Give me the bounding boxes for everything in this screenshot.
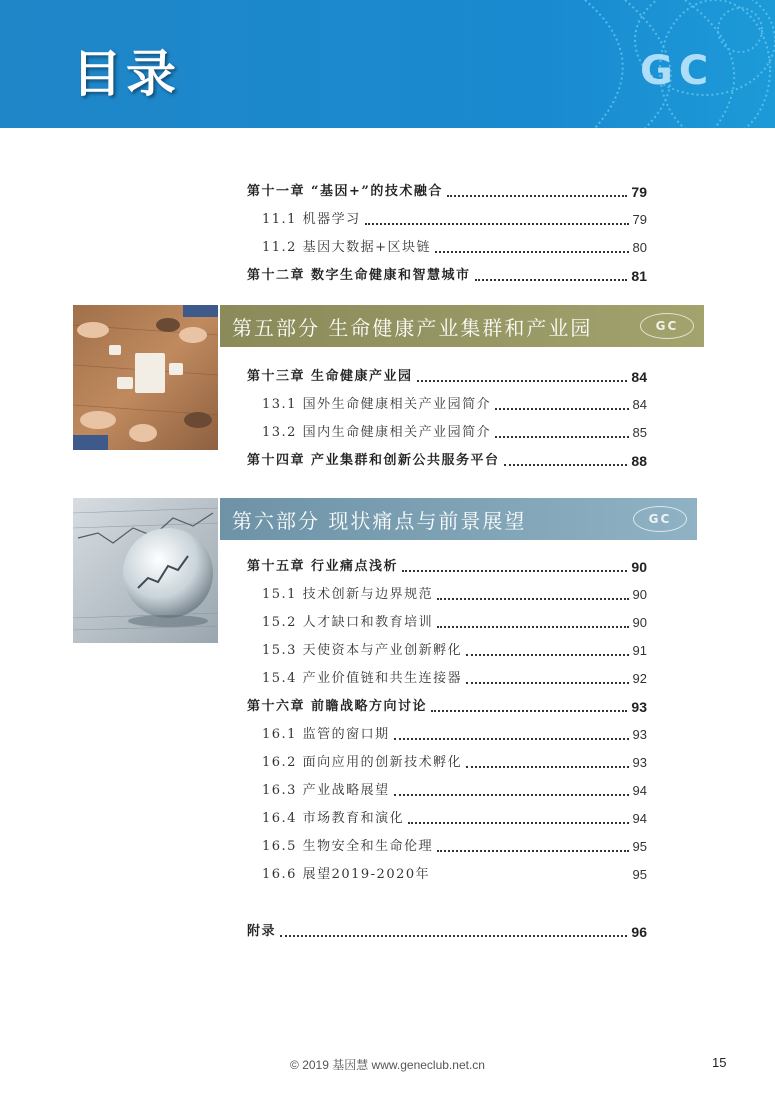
toc-label: 15.1 技术创新与边界规范 — [262, 587, 434, 602]
dot-leader — [437, 850, 628, 852]
toc-label: 13.1 国外生命健康相关产业园简介 — [262, 397, 492, 412]
dot-leader — [435, 251, 629, 253]
footer-copyright: © 2019 基因慧 www.geneclub.net.cn — [290, 1058, 485, 1072]
toc-page-number: 79 — [632, 212, 647, 227]
dot-leader — [437, 626, 628, 628]
toc-page-number: 93 — [631, 699, 647, 715]
dot-leader — [466, 654, 628, 656]
toc-label: 16.2 面向应用的创新技术孵化 — [262, 755, 463, 770]
toc-label: 16.4 市场教育和演化 — [262, 811, 405, 826]
crystal-ball-chart-photo — [73, 498, 218, 643]
toc-page-number: 80 — [632, 240, 647, 255]
toc-label: 第十五章 行业痛点浅析 — [247, 559, 399, 574]
toc-label: 第十一章 “基因+”的技术融合 — [247, 184, 443, 199]
toc-page-number: 92 — [632, 671, 647, 686]
part-five-title: 第五部分 生命健康产业集群和产业园 — [232, 315, 593, 340]
toc-section-16-4[interactable] — [262, 806, 647, 828]
toc-chapter-16[interactable] — [247, 694, 647, 716]
dot-leader — [365, 223, 629, 225]
toc-chapter-15[interactable] — [247, 554, 647, 576]
dot-leader — [466, 766, 628, 768]
puzzle-teamwork-photo — [73, 305, 218, 450]
toc-page-number: 91 — [632, 643, 647, 658]
toc-section-16-5[interactable] — [262, 834, 647, 856]
toc-page-number: 94 — [632, 783, 647, 798]
toc-section-13-1[interactable] — [262, 392, 647, 414]
dot-leader — [437, 598, 628, 600]
toc-section-11-1[interactable] — [262, 207, 647, 229]
toc-label: 15.2 人才缺口和教育培训 — [262, 615, 434, 630]
dot-leader — [408, 822, 628, 824]
toc-page-number: 94 — [632, 811, 647, 826]
toc-page-number: 88 — [631, 453, 647, 469]
toc-chapter-12[interactable] — [247, 263, 647, 285]
toc-label: 附录 — [247, 924, 277, 939]
toc-label: 11.1 机器学习 — [262, 212, 361, 227]
toc-section-16-1[interactable] — [262, 722, 647, 744]
toc-label: 第十三章 生命健康产业园 — [247, 369, 413, 384]
toc-label: 16.5 生物安全和生命伦理 — [262, 839, 434, 854]
toc-section-16-2[interactable] — [262, 750, 647, 772]
dot-leader — [475, 279, 628, 281]
dot-leader — [495, 408, 628, 410]
toc-page-number: 90 — [632, 615, 647, 630]
toc-chapter-14[interactable] — [247, 448, 647, 470]
toc-label: 16.6 展望2019-2020年 — [262, 867, 431, 882]
footer-page-number: 15 — [712, 1055, 727, 1070]
toc-appendix[interactable] — [247, 919, 647, 941]
toc-section-15-2[interactable] — [262, 610, 647, 632]
toc-chapter-13[interactable] — [247, 364, 647, 386]
dot-leader — [504, 464, 628, 466]
dot-leader — [280, 935, 627, 937]
toc-page-number: 95 — [632, 839, 647, 854]
part-six-banner — [220, 498, 697, 540]
toc-label: 第十六章 前瞻战略方向讨论 — [247, 699, 428, 714]
toc-page-number: 85 — [632, 425, 647, 440]
dot-leader — [495, 436, 628, 438]
toc-page-number: 84 — [631, 369, 647, 385]
toc-section-15-1[interactable] — [262, 582, 647, 604]
dot-leader — [434, 878, 628, 880]
toc-page-number: 81 — [631, 268, 647, 284]
toc-page-number: 79 — [631, 184, 647, 200]
toc-section-16-3[interactable] — [262, 778, 647, 800]
toc-page-number: 84 — [632, 397, 647, 412]
page-header — [0, 0, 775, 128]
toc-page-number: 90 — [631, 559, 647, 575]
dot-leader — [447, 195, 628, 197]
toc-page-number: 96 — [631, 924, 647, 940]
toc-page-number: 95 — [632, 867, 647, 882]
toc-chapter-11[interactable] — [247, 179, 647, 201]
dot-leader — [417, 380, 628, 382]
toc-label: 15.3 天使资本与产业创新孵化 — [262, 643, 463, 658]
gc-logo: GC — [640, 48, 715, 94]
gc-logo: GC — [640, 313, 694, 339]
toc-page-number: 93 — [632, 727, 647, 742]
page-title: 目录 — [72, 45, 180, 103]
part-five-banner — [220, 305, 704, 347]
toc-page-number: 90 — [632, 587, 647, 602]
gc-logo: GC — [633, 506, 687, 532]
toc-section-16-6[interactable] — [262, 862, 647, 884]
toc-label: 11.2 基因大数据+区块链 — [262, 240, 431, 255]
toc-section-15-4[interactable] — [262, 666, 647, 688]
toc-label: 第十二章 数字生命健康和智慧城市 — [247, 268, 471, 283]
toc-label: 第十四章 产业集群和创新公共服务平台 — [247, 453, 500, 468]
part-six-title: 第六部分 现状痛点与前景展望 — [232, 508, 527, 533]
toc-section-13-2[interactable] — [262, 420, 647, 442]
toc-label: 16.3 产业战略展望 — [262, 783, 390, 798]
toc-label: 13.2 国内生命健康相关产业园简介 — [262, 425, 492, 440]
toc-page-number: 93 — [632, 755, 647, 770]
dot-leader — [394, 738, 629, 740]
toc-section-11-2[interactable] — [262, 235, 647, 257]
dot-leader — [394, 794, 629, 796]
toc-label: 16.1 监管的窗口期 — [262, 727, 390, 742]
toc-section-15-3[interactable] — [262, 638, 647, 660]
toc-label: 15.4 产业价值链和共生连接器 — [262, 671, 463, 686]
dot-leader — [466, 682, 628, 684]
dot-leader — [431, 710, 627, 712]
dot-leader — [402, 570, 627, 572]
